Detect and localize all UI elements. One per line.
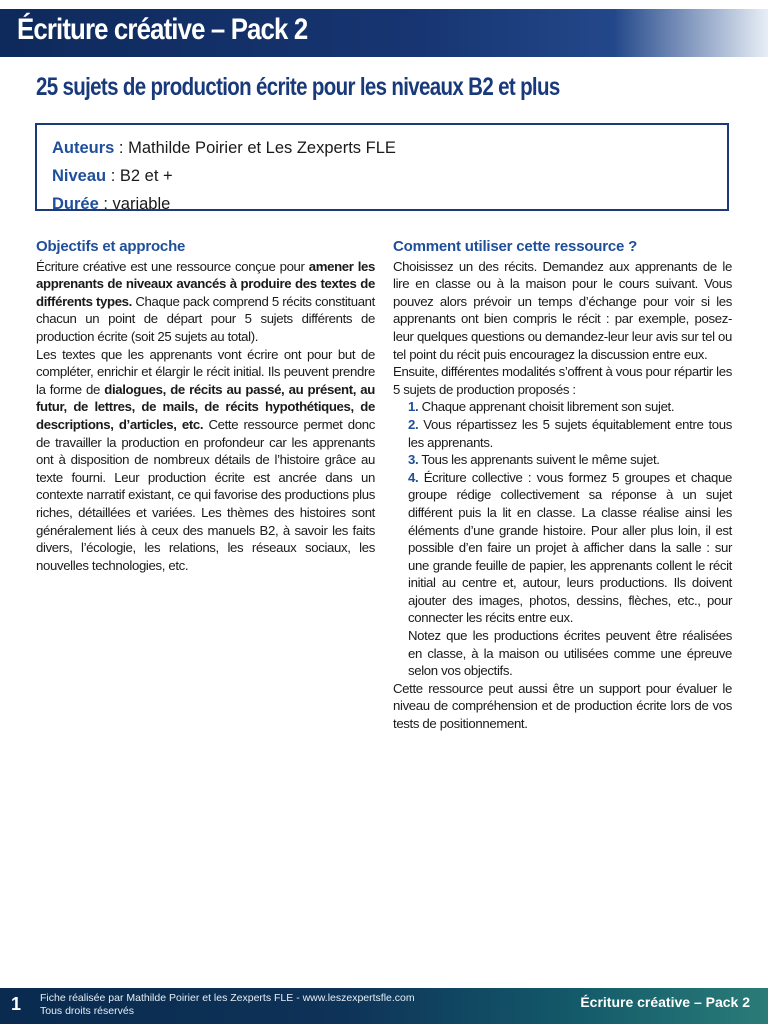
list-item	[393, 451, 732, 469]
list-item	[393, 416, 732, 451]
list-item	[393, 398, 732, 416]
document-subtitle: 25 sujets de production écrite pour les niveaux B2 et plus	[36, 73, 560, 101]
authors-separator: :	[114, 139, 129, 157]
list-item-number: 3.	[408, 452, 419, 468]
level-value: B2 et +	[119, 167, 173, 185]
level-separator: :	[106, 167, 120, 185]
document-title: Écriture créative – Pack 2	[17, 13, 308, 46]
duration-row	[52, 190, 727, 218]
footer-title: Écriture créative – Pack 2	[580, 994, 750, 1010]
usage-paragraph-3: Cette ressource peut aussi être un support pour évaluer le niveau de compréhension et de production écrite lors de vos tests de positionnement.	[393, 680, 732, 732]
list-item	[393, 469, 732, 627]
objectives-heading: Objectifs et approche	[36, 238, 186, 255]
info-box	[35, 123, 729, 211]
list-item-text: Vous répartissez les 5 sujets équitablement entre tous les apprenants.	[408, 416, 732, 450]
usage-paragraph-2: Ensuite, différentes modalités s’offrent à vous pour répartir les 5 sujets de production proposés :	[393, 364, 732, 397]
list-item-number: 4.	[408, 469, 419, 485]
authors-label: Auteurs	[52, 139, 115, 157]
usage-column	[393, 238, 732, 733]
credit-line: Fiche réalisée par Mathilde Poirier et les Zexperts FLE - www.leszexpertsfle.com	[40, 992, 415, 1004]
objectives-p1-intro: Écriture créative est une ressource conçue pour	[36, 258, 309, 274]
level-row	[52, 162, 727, 190]
objectives-p2-emphasis: dialogues, de récits au passé, au présent, au futur, de lettres, de mails, de récits hypothétiques, de descriptions, d’articles, etc.	[36, 381, 375, 432]
header-banner	[0, 9, 768, 57]
usage-paragraph-1: Choisissez un des récits. Demandez aux apprenants de le lire en classe ou à la maison pour le cours suivant. Vous pouvez alors prévoir un temps d’échange pour voir si les apprenants ont bien compris le récit : par exemple, posez-leur quelques questions ou demandez-leur leur avis sur tel ou tel point du récit puis encouragez la discussion entre eux.	[393, 258, 732, 362]
objectives-paragraph-1	[36, 258, 375, 346]
list-item-number: 2.	[408, 416, 419, 432]
page-number: 1	[11, 994, 22, 1014]
usage-note: Notez que les productions écrites peuvent être réalisées en classe, à la maison ou utilisées comme une épreuve selon vos objectifs.	[408, 628, 732, 679]
objectives-p2-intro: Les textes que les apprenants vont écrire ont pour but de compléter, enrichir et élargir le récit initial. Ils peuvent prendre la forme de	[36, 346, 375, 397]
objectives-p2-rest: Cette ressource permet donc de travailler la production en profondeur car les apprenants ont à disposition de nombreux détails de l’histoire grâce au texte fourni. Leur production écrite est ancrée dans un contexte narratif existant, ce qui favorise des productions plus riches, détaillées et variées. Les thèmes des histoires sont généralement liés à ceux des manuels B2, à savoir les faits divers, l’écologie, les relations, les réseaux sociaux, les nouvelles technologies, etc.	[36, 416, 375, 573]
list-item-text: Chaque apprenant choisit librement son sujet.	[418, 399, 675, 415]
list-item-text: Écriture collective : vous formez 5 groupes et chaque groupe rédige collectivement sa réponse à un sujet différent puis la lit en classe. La classe réalise ainsi les éléments d’une grande histoire. Pour aller plus loin, il est possible d’en faire un projet à afficher dans la salle : sur une grande feuille de papier, les apprenants collent le récit initial au centre et, autour, leurs productions. Ils doivent ajouter des images, photos, dessins, flèches, etc., pour connecter les récits entre eux.	[408, 469, 732, 626]
modalities-list	[393, 398, 732, 627]
rights-line: Tous droits réservés	[40, 1005, 134, 1017]
usage-heading: Comment utiliser cette ressource ?	[393, 238, 638, 255]
authors-value: Mathilde Poirier et Les Zexperts FLE	[128, 139, 396, 157]
objectives-p1-rest: Chaque pack comprend 5 récits constituant chacun un point de départ pour 5 sujets différents de production écrite (soit 25 sujets au total).	[36, 293, 375, 344]
duration-label: Durée	[52, 195, 99, 213]
duration-value: variable	[112, 195, 171, 213]
list-item-text: Tous les apprenants suivent le même sujet.	[418, 452, 660, 468]
footer-bar	[0, 988, 768, 1024]
level-label: Niveau	[52, 167, 107, 185]
list-item-number: 1.	[408, 399, 419, 415]
objectives-p1-emphasis: amener les apprenants de niveaux avancés à produire des textes de différents types.	[36, 258, 376, 309]
authors-row	[52, 134, 727, 162]
objectives-paragraph-2	[36, 346, 375, 575]
objectives-column	[36, 238, 375, 574]
duration-separator: :	[98, 195, 113, 213]
footer-credits	[40, 992, 415, 1018]
